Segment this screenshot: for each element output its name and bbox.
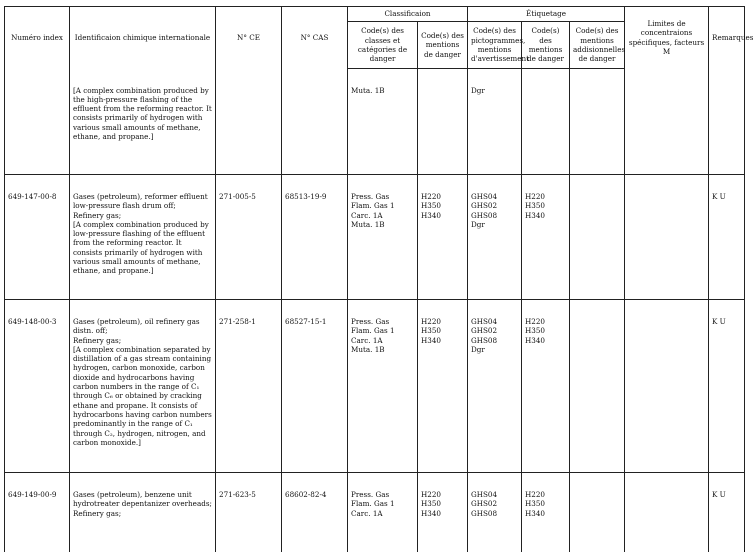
cell-concentration-limits [625, 473, 709, 552]
cell-hazard-class-line: Press. Gas [351, 192, 414, 201]
table-row [5, 175, 745, 300]
cell-label-hazard-line: H340 [525, 336, 566, 345]
cell-label-hazard [522, 473, 570, 552]
cell-pictogram-line: GHS04 [471, 317, 518, 326]
cell-notes: K U [709, 300, 745, 473]
cell-ec-no: 271-623-5 [216, 473, 282, 552]
cell-chemical-id-line: [A complex combination separated by distillation of a gas stream containing hydrogen, carbon monoxide, carbon dioxide and hydrocarbons having carbon numbers in the range of C₁ through C₆ or obtained by cracking ethane and propane. It consists of hydrocarbons having carbon numbers predominantly in the range of C₁ through C₂, hydrogen, nitrogen, and carbon monoxide.] [73, 345, 212, 447]
cell-index-no: 649-148-00-3 [5, 300, 70, 473]
cell-chemical-id-line: Refinery gas; [73, 211, 212, 220]
cell-hazard-class [348, 473, 418, 552]
cell-hazard-statement [418, 473, 468, 552]
cell-pictogram-line: GHS04 [471, 192, 518, 201]
cell-cas-no: 68602-82-4 [282, 473, 348, 552]
cell-hazard-statement-line: H340 [421, 336, 464, 345]
cell-hazard-class-line: Flam. Gas 1 [351, 499, 414, 508]
cell-label-hazard [522, 300, 570, 473]
cell-label-hazard [522, 175, 570, 300]
cell-chemical-id [70, 175, 216, 300]
cell-hazard-class-line: Muta. 1B [351, 86, 414, 95]
cell-supplementary [570, 69, 625, 175]
table-row [5, 473, 745, 552]
cell-label-hazard-line: H220 [525, 490, 566, 499]
cell-hazard-statement-line: H340 [421, 211, 464, 220]
cell-concentration-limits [625, 300, 709, 473]
cell-chemical-id [70, 300, 216, 473]
cell-hazard-statement-line: H350 [421, 201, 464, 210]
cell-hazard-class [348, 175, 418, 300]
header-cas-no: N° CAS [282, 7, 348, 69]
cell-hazard-statement-line: H350 [421, 326, 464, 335]
cell-chemical-id-line: Refinery gas; [73, 336, 212, 345]
cell-pictogram [468, 175, 522, 300]
cell-pictogram-line: GHS08 [471, 336, 518, 345]
cell-hazard-statement [418, 69, 468, 175]
cell-pictogram [468, 473, 522, 552]
header-supplementary-codes: Code(s) des mentions addisionnelles de danger [570, 22, 625, 69]
cell-label-hazard-line: H340 [525, 211, 566, 220]
cell-ec-no [216, 69, 282, 175]
header-index-no: Numéro index [5, 7, 70, 69]
cell-index-no: 649-147-00-8 [5, 175, 70, 300]
header-hazard-statement-codes: Code(s) des mentions de danger [418, 22, 468, 69]
cell-chemical-id [70, 473, 216, 552]
cell-hazard-class-line: Flam. Gas 1 [351, 326, 414, 335]
cell-hazard-statement-line: H350 [421, 499, 464, 508]
cell-pictogram-line: GHS08 [471, 211, 518, 220]
cell-hazard-statement-line: H220 [421, 192, 464, 201]
cell-pictogram-line: GHS08 [471, 509, 518, 518]
cell-chemical-id-line: Gases (petroleum), benzene unit hydrotreater depentanizer overheads; [73, 490, 212, 509]
cell-chemical-id [70, 69, 216, 175]
cell-hazard-statement-line: H340 [421, 509, 464, 518]
cell-pictogram-line: GHS02 [471, 499, 518, 508]
table-body [5, 69, 745, 552]
cell-pictogram-line: Dgr [471, 86, 518, 95]
cell-hazard-class [348, 300, 418, 473]
cell-label-hazard-line: H340 [525, 509, 566, 518]
cell-pictogram-line: Dgr [471, 345, 518, 354]
cell-index-no: 649-149-00-9 [5, 473, 70, 552]
cell-label-hazard-line: H350 [525, 201, 566, 210]
cell-pictogram [468, 300, 522, 473]
cell-hazard-class-line: Carc. 1A [351, 509, 414, 518]
cell-label-hazard-line: H220 [525, 192, 566, 201]
cell-hazard-statement [418, 300, 468, 473]
hazard-substances-table [4, 6, 745, 552]
cell-chemical-id-line: [A complex combination produced by low-pressure flashing of the effluent from the reforming reactor. It consists primarily of hydrogen with various small amounts of methane, ethane, and propane.] [73, 220, 212, 276]
cell-hazard-statement-line: H220 [421, 317, 464, 326]
cell-label-hazard [522, 69, 570, 175]
cell-cas-no [282, 69, 348, 175]
cell-hazard-class-line: Carc. 1A [351, 336, 414, 345]
cell-cas-no: 68527-15-1 [282, 300, 348, 473]
header-chemical-id: Identificaion chimique internationale [70, 7, 216, 69]
cell-pictogram-line: Dgr [471, 220, 518, 229]
cell-hazard-statement-line: H220 [421, 490, 464, 499]
cell-ec-no: 271-005-5 [216, 175, 282, 300]
cell-supplementary [570, 300, 625, 473]
cell-index-no [5, 69, 70, 175]
table-header-row [5, 7, 745, 22]
cell-chemical-id-line: Gases (petroleum), oil refinery gas distn. off; [73, 317, 212, 336]
header-ec-no: N° CE [216, 7, 282, 69]
cell-pictogram-line: GHS02 [471, 326, 518, 335]
header-labelling: Étiquetage [468, 7, 625, 22]
cell-label-hazard-line: H220 [525, 317, 566, 326]
header-pictogram-codes: Code(s) des pictogrammes, mentions d'avertissement [468, 22, 522, 69]
header-hazard-class-codes: Code(s) des classes et catégories de danger [348, 22, 418, 69]
header-notes: Remarques [709, 7, 745, 69]
table-row [5, 69, 745, 175]
cell-pictogram [468, 69, 522, 175]
table-row [5, 300, 745, 473]
cell-ec-no: 271-258-1 [216, 300, 282, 473]
cell-label-hazard-line: H350 [525, 499, 566, 508]
cell-notes: K U [709, 175, 745, 300]
cell-cas-no: 68513-19-9 [282, 175, 348, 300]
cell-chemical-id-line: Gases (petroleum), reformer effluent low-pressure flash drum off; [73, 192, 212, 211]
header-concentration-limits: Limites de concentraions spécifiques, facteurs M [625, 7, 709, 69]
header-label-hazard-statement-codes: Code(s) des mentions de danger [522, 22, 570, 69]
cell-hazard-class-line: Muta. 1B [351, 220, 414, 229]
cell-chemical-id-line: [A complex combination produced by the high-pressure flashing of the effluent from the reforming reactor. It consists primarily of hydrogen with various small amounts of methane, ethane, and propane.] [73, 86, 212, 142]
cell-label-hazard-line: H350 [525, 326, 566, 335]
cell-notes: K U [709, 473, 745, 552]
cell-concentration-limits [625, 69, 709, 175]
cell-hazard-statement [418, 175, 468, 300]
cell-hazard-class-line: Flam. Gas 1 [351, 201, 414, 210]
cell-hazard-class-line: Carc. 1A [351, 211, 414, 220]
cell-hazard-class-line: Press. Gas [351, 317, 414, 326]
cell-hazard-class-line: Press. Gas [351, 490, 414, 499]
cell-hazard-class [348, 69, 418, 175]
cell-pictogram-line: GHS02 [471, 201, 518, 210]
cell-supplementary [570, 175, 625, 300]
cell-concentration-limits [625, 175, 709, 300]
cell-supplementary [570, 473, 625, 552]
cell-hazard-class-line: Muta. 1B [351, 345, 414, 354]
cell-notes [709, 69, 745, 175]
cell-pictogram-line: GHS04 [471, 490, 518, 499]
header-classification: Classificaion [348, 7, 468, 22]
cell-chemical-id-line: Refinery gas; [73, 509, 212, 518]
